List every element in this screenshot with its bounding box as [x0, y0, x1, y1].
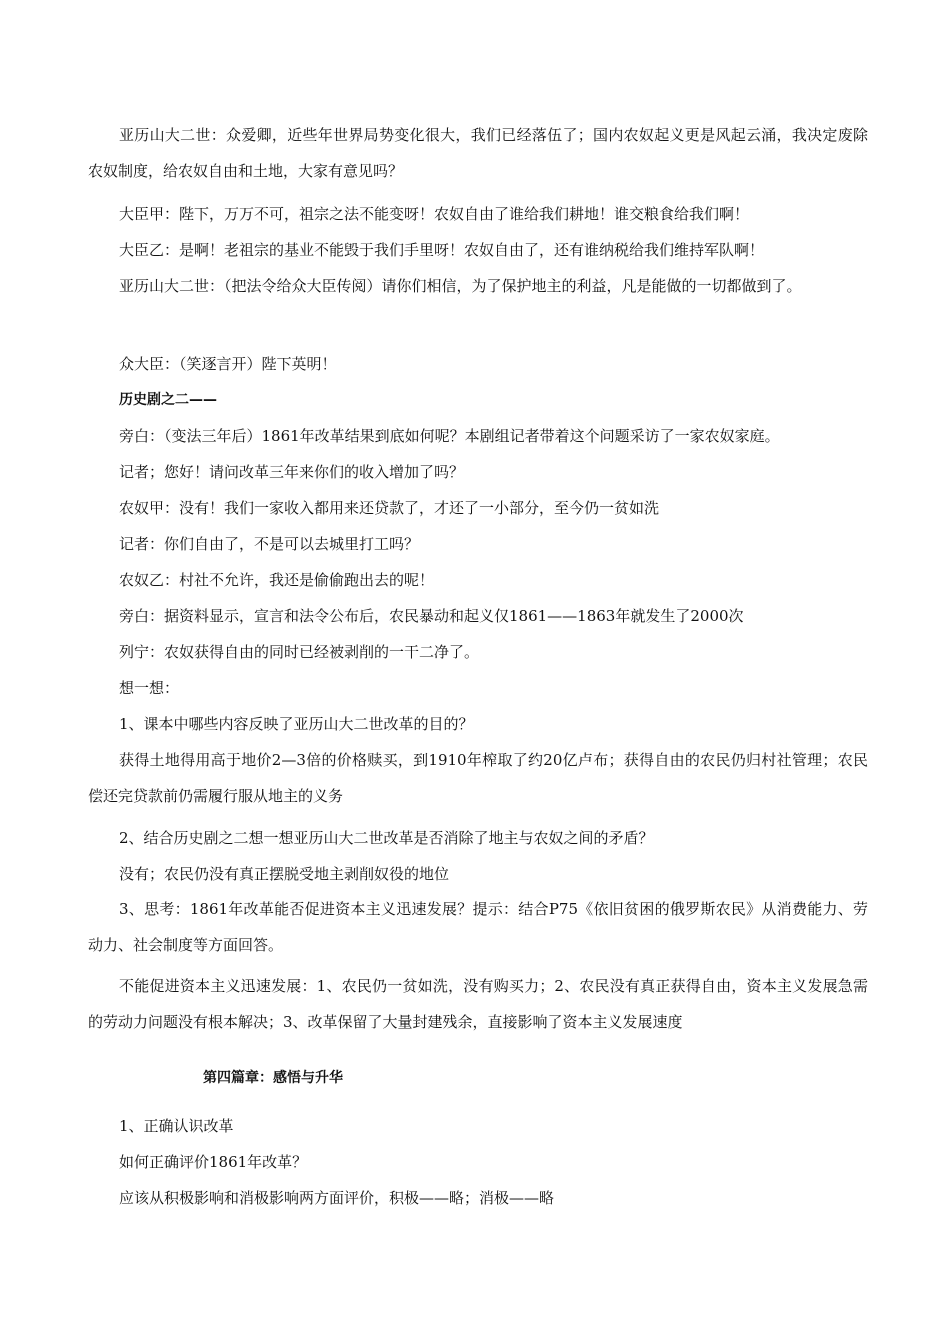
alexander-speech-2: 亚历山大二世：（把法令给众大臣传阅）请你们相信，为了保护地主的利益，凡是能做的一切都做到了。 — [119, 277, 802, 295]
question-1: 1、课本中哪些内容反映了亚历山大二世改革的目的？ — [119, 715, 474, 733]
ministers-reply: 众大臣：（笑逐言开）陛下英明！ — [119, 355, 337, 373]
answer-1: 获得土地得用高于地价2—3倍的价格赎买，到1910年榨取了约20亿卢布；获得自由的农民仍归村社管理；农民偿还完贷款前仍需履行服从地主的义务 — [88, 751, 868, 805]
reporter-line-2: 记者：你们自由了，不是可以去城里打工吗？ — [119, 535, 420, 553]
think-heading: 想一想： — [119, 679, 180, 697]
answer-3: 不能促进资本主义迅速发展：1、农民仍一贫如洗，没有购买力；2、农民没有真正获得自由，资本主义发展急需的劳动力问题没有根本解决；3、改革保留了大量封建残余，直接影响了资本主义发展速度 — [88, 977, 868, 1031]
chapter4-heading: 第四篇章：感悟与升华 — [203, 1070, 343, 1086]
minister-a-speech: 大臣甲：陛下，万万不可，祖宗之法不能变呀！农奴自由了谁给我们耕地！谁交粮食给我们啊！ — [119, 205, 750, 223]
reporter-line-1: 记者；您好！请问改革三年来你们的收入增加了吗？ — [119, 463, 465, 481]
chapter4-question: 如何正确评价1861年改革？ — [119, 1153, 308, 1171]
question-3: 3、思考：1861年改革能否促进资本主义迅速发展？提示：结合P75《依旧贫困的俄罗斯农民》从消费能力、劳动力、社会制度等方面回答。 — [88, 900, 868, 954]
chapter4-answer: 应该从积极影响和消极影响两方面评价，积极——略；消极——略 — [119, 1189, 555, 1207]
narrator-line-1: 旁白：（变法三年后）1861年改革结果到底如何呢？本剧组记者带着这个问题采访了一家农奴家庭。 — [119, 427, 780, 445]
chapter4-item-1: 1、正确认识改革 — [119, 1117, 234, 1135]
minister-b-speech: 大臣乙：是啊！老祖宗的基业不能毁于我们手里呀！农奴自由了，还有谁纳税给我们维持军队啊！ — [119, 241, 765, 259]
serf-a-line: 农奴甲：没有！我们一家收入都用来还贷款了，才还了一小部分，至今仍一贫如洗 — [119, 499, 660, 517]
lenin-quote: 列宁：农奴获得自由的同时已经被剥削的一干二净了。 — [119, 643, 480, 661]
question-2: 2、结合历史剧之二想一想亚历山大二世改革是否消除了地主与农奴之间的矛盾？ — [119, 829, 654, 847]
scene2-heading: 历史剧之二—— — [119, 392, 217, 408]
alexander-speech-1: 亚历山大二世：众爱卿，近些年世界局势变化很大，我们已经落伍了；国内农奴起义更是风起云涌，我决定废除农奴制度，给农奴自由和土地，大家有意见吗？ — [88, 126, 868, 180]
answer-2: 没有；农民仍没有真正摆脱受地主剥削奴役的地位 — [119, 865, 450, 883]
serf-b-line: 农奴乙：村社不允许，我还是偷偷跑出去的呢！ — [119, 571, 435, 589]
narrator-line-2: 旁白：据资料显示，宣言和法令公布后，农民暴动和起义仅1861——1863年就发生了2000次 — [119, 607, 744, 625]
